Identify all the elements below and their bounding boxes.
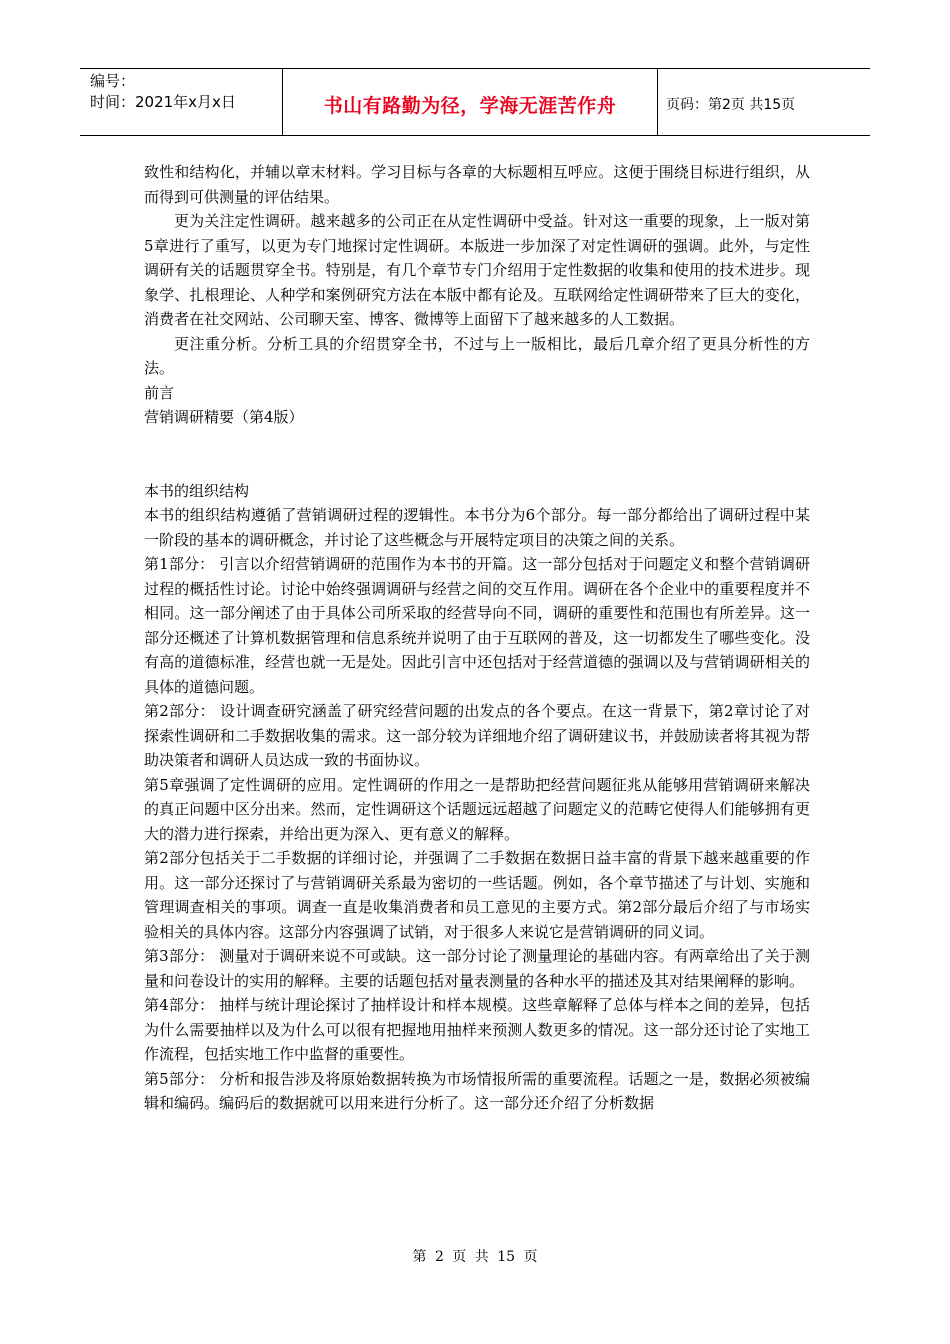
paragraph-part-2: 第2部分： 设计调查研究涵盖了研究经营问题的出发点的各个要点。在这一背景下，第2章讨论了对探索性调研和二手数据收集的需求。这一部分较为详细地介绍了调研建议书，并鼓励读者将其视为帮助决策者和调研人员达成一致的书面协议。 xyxy=(144,702,810,769)
paragraph-analysis: 更注重分析。分析工具的介绍贯穿全书，不过与上一版相比，最后几章介绍了更具分析性的方法。 xyxy=(144,334,810,377)
paragraph-part-4: 第4部分： 抽样与统计理论探讨了抽样设计和样本规模。这些章解释了总体与样本之间的差异，包括为什么需要抽样以及为什么可以很有把握地用抽样来预测人数更多的情况。这一部分还讨论了实地工作流程，包括实地工作中监督的重要性。 xyxy=(144,996,810,1063)
header-page-cell xyxy=(658,69,870,135)
paragraph-part-1: 第1部分： 引言以介绍营销调研的范围作为本书的开篇。这一部分包括对于问题定义和整个营销调研过程的概括性讨论。讨论中始终强调调研与经营之间的交互作用。调研在各个企业中的重要程度并不相同。这一部分阐述了由于具体公司所采取的经营导向不同，调研的重要性和范围也有所差异。这一部分还概述了计算机数据管理和信息系统并说明了由于互联网的普及，这一切都发生了哪些变化。没有高的道德标准，经营也就一无是处。因此引言中还包括对于经营道德的强调以及与营销调研相关的具体的道德问题。 xyxy=(144,555,810,696)
header-motto: 书山有路勤为径，学海无涯苦作舟 xyxy=(323,94,617,117)
page-footer: 第 2 页 共 15 页 xyxy=(412,1249,538,1265)
header-meta-cell xyxy=(80,69,283,135)
document-date: 时间：2021年x月x日 xyxy=(90,93,236,111)
header-table xyxy=(80,68,870,136)
section-title: 本书的组织结构 xyxy=(144,481,250,500)
header-page-info: 页码：第2页 共15页 xyxy=(666,97,796,113)
paragraph-part-3: 第3部分： 测量对于调研来说不可或缺。这一部分讨论了测量理论的基础内容。有两章给出了关于测量和问卷设计的实用的解释。主要的话题包括对量表测量的各种水平的描述及其对结果阐释的影响。 xyxy=(144,947,810,990)
header-motto-cell xyxy=(283,69,658,135)
paragraph-chapter-5: 第5章强调了定性调研的应用。定性调研的作用之一是帮助把经营问题征兆从能够用营销调研来解决的真正问题中区分出来。然而，定性调研这个话题远远超越了问题定义的范畴它使得人们能够拥有更大的潜力进行探索，并给出更为深入、更有意义的解释。 xyxy=(144,775,810,843)
paragraph-qualitative-research: 更为关注定性调研。越来越多的公司正在从定性调研中受益。针对这一重要的现象，上一版对第5章进行了重写，以更为专门地探讨定性调研。本版进一步加深了对定性调研的强调。此外，与定性调研有关的话题贯穿全书。特别是，有几个章节专门介绍用于定性数据的收集和使用的技术进步。现象学、扎根理论、人种学和案例研究方法在本版中都有论及。互联网给定性调研带来了巨大的变化，消费者在社交网站、公司聊天室、博客、微博等上面留下了越来越多的人工数据。 xyxy=(144,212,810,328)
spacer xyxy=(144,430,810,479)
book-title: 营销调研精要（第4版） xyxy=(144,408,304,426)
preface-label: 前言 xyxy=(144,383,175,402)
paragraph-part-2-secondary-data: 第2部分包括关于二手数据的详细讨论，并强调了二手数据在数据日益丰富的背景下越来越重要的作用。这一部分还探讨了与营销调研关系最为密切的一些话题。例如，各个章节描述了与计划、实施和管理调查相关的事项。调查一直是收集消费者和员工意见的主要方式。第2部分最后介绍了与市场实验相关的具体内容。这部分内容强调了试销，对于很多人来说它是营销调研的同义词。 xyxy=(144,849,810,941)
paragraph-part-5: 第5部分： 分析和报告涉及将原始数据转换为市场情报所需的重要流程。话题之一是，数据必须被编辑和编码。编码后的数据就可以用来进行分析了。这一部分还介绍了分析数据 xyxy=(144,1069,810,1112)
paragraph-continuation: 致性和结构化，并辅以章末材料。学习目标与各章的大标题相互呼应。这便于围绕目标进行组织，从而得到可供测量的评估结果。 xyxy=(144,163,810,206)
document-body xyxy=(144,160,810,1116)
paragraph-organization: 本书的组织结构遵循了营销调研过程的逻辑性。本书分为6个部分。每一部分都给出了调研过程中某一阶段的基本的调研概念，并讨论了这些概念与开展特定项目的决策之间的关系。 xyxy=(144,506,810,549)
document-number-label: 编号： xyxy=(90,72,136,90)
